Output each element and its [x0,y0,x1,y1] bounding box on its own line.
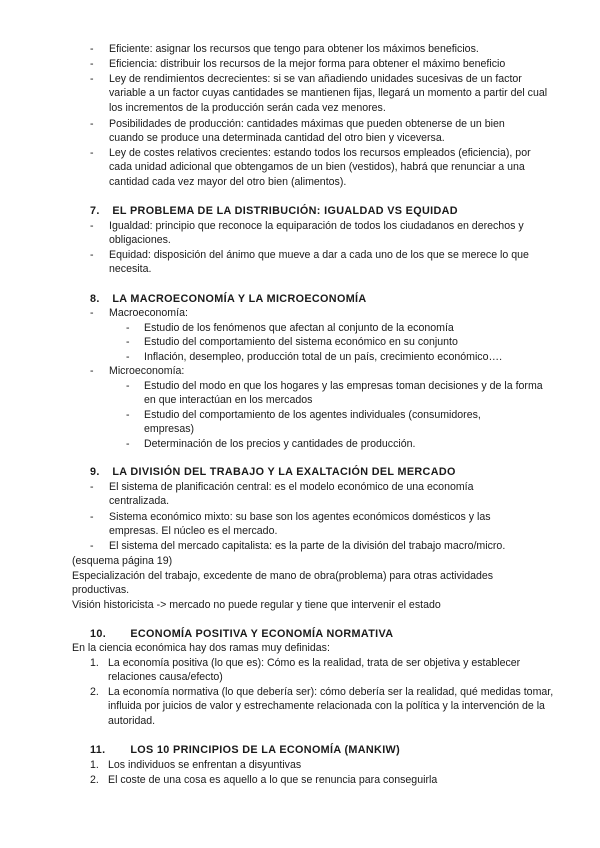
bullet-dash: - [90,73,94,85]
list-item: 2. La economía normativa (lo que debería ser): cómo debería ser la realidad, qué medidas tomar, influida por juicios de valor y estrechamente relacionada con la política y la intervención de la autoridad. [90,686,554,727]
note-text: Visión historicista -> mercado no puede regular y tiene que intervenir el estado [72,599,441,611]
list-item: - Macroeconomía: [90,307,188,319]
bullet-dash: - [90,118,94,130]
bullet-dash: - [90,365,94,377]
list-item: - El sistema del mercado capitalista: es la parte de la división del trabajo macro/micro. [90,540,506,552]
list-item: - Eficiente: asignar los recursos que tengo para obtener los máximos beneficios. [90,43,479,55]
list-item: - Ley de rendimientos decrecientes: si se van añadiendo unidades sucesivas de un factor variable a un factor cuyas cantidades se mantienen fijas, llegará un momento a partir del cual los incrementos de la producción serán cada vez menores. [90,73,548,114]
list-item: 1. Los individuos se enfrentan a disyuntivas [90,759,302,771]
bullet-dash: - [126,351,130,363]
bullet-dash: - [90,307,94,319]
bullet-dash: - [90,220,94,232]
bullet-dash: - [90,481,94,493]
list-item: - Sistema económico mixto: su base son los agentes económicos domésticos y las empresas. El núcleo es el mercado. [90,511,491,538]
bullet-dash: - [126,336,130,348]
list-number: 2. [90,774,99,786]
note-text: Especialización del trabajo, excedente de mano de obra(problema) para otras actividades productivas. [72,570,494,597]
list-item: - El sistema de planificación central: es el modelo económico de una economía centralizada. [90,481,474,508]
bullet-dash: - [90,147,94,159]
list-item: - Estudio del modo en que los hogares y las empresas toman decisiones y de la forma en que interactúan en los mercados [126,380,543,407]
bullet-dash: - [90,58,94,70]
bullet-dash: - [90,249,94,261]
intro-text: En la ciencia económica hay dos ramas muy definidas: [72,642,330,654]
bullet-dash: - [126,409,130,421]
bullet-dash: - [90,540,94,552]
section-heading: 10. ECONOMÍA POSITIVA Y ECONOMÍA NORMATIVA [90,628,394,640]
section-heading: 9. LA DIVISIÓN DEL TRABAJO Y LA EXALTACIÓN DEL MERCADO [90,466,456,478]
list-number: 1. [90,657,99,669]
section-heading: 7. EL PROBLEMA DE LA DISTRIBUCIÓN: IGUALDAD VS EQUIDAD [90,205,458,217]
list-item: 2. El coste de una cosa es aquello a lo que se renuncia para conseguirla [90,774,438,786]
list-item: - Estudio del comportamiento del sistema económico en su conjunto [126,336,458,348]
list-item: - Microeconomía: [90,365,185,377]
list-item: - Igualdad: principio que reconoce la equiparación de todos los ciudadanos en derechos y obligaciones. [90,220,524,247]
note-text: (esquema página 19) [72,555,173,567]
section-heading: 11. LOS 10 PRINCIPIOS DE LA ECONOMÍA (MANKIW) [90,744,401,756]
section-heading: 8. LA MACROECONOMÍA Y LA MICROECONOMÍA [90,293,367,305]
list-item: - Estudio de los fenómenos que afectan al conjunto de la economía [126,322,454,334]
bullet-dash: - [126,322,130,334]
list-item: - Estudio del comportamiento de los agentes individuales (consumidores, empresas) [126,409,481,436]
list-item: - Determinación de los precios y cantidades de producción. [126,438,416,450]
list-number: 2. [90,686,99,698]
list-item: - Eficiencia: distribuir los recursos de la mejor forma para obtener el máximo beneficio [90,58,506,70]
bullet-dash: - [126,380,130,392]
bullet-dash: - [126,438,130,450]
list-item: - Equidad: disposición del ánimo que mueve a dar a cada uno de los que se merece lo que necesita. [90,249,529,276]
list-item: - Ley de costes relativos crecientes: estando todos los recursos empleados (eficiencia), por cada unidad adicional que obtengamos de un bien (vestidos), habrá que renunciar a una cantidad cada vez mayor del otro bien (alimentos). [90,147,531,188]
list-item: - Inflación, desempleo, producción total de un país, crecimiento económico…. [126,351,503,363]
bullet-dash: - [90,511,94,523]
list-item: 1. La economía positiva (lo que es): Cómo es la realidad, trata de ser objetiva y establecer relaciones causa/efecto) [90,657,521,684]
list-number: 1. [90,759,99,771]
list-item: - Posibilidades de producción: cantidades máximas que pueden obtenerse de un bien cuando se produce una determinada cantidad del otro bien y viceversa. [90,118,505,145]
bullet-dash: - [90,43,94,55]
